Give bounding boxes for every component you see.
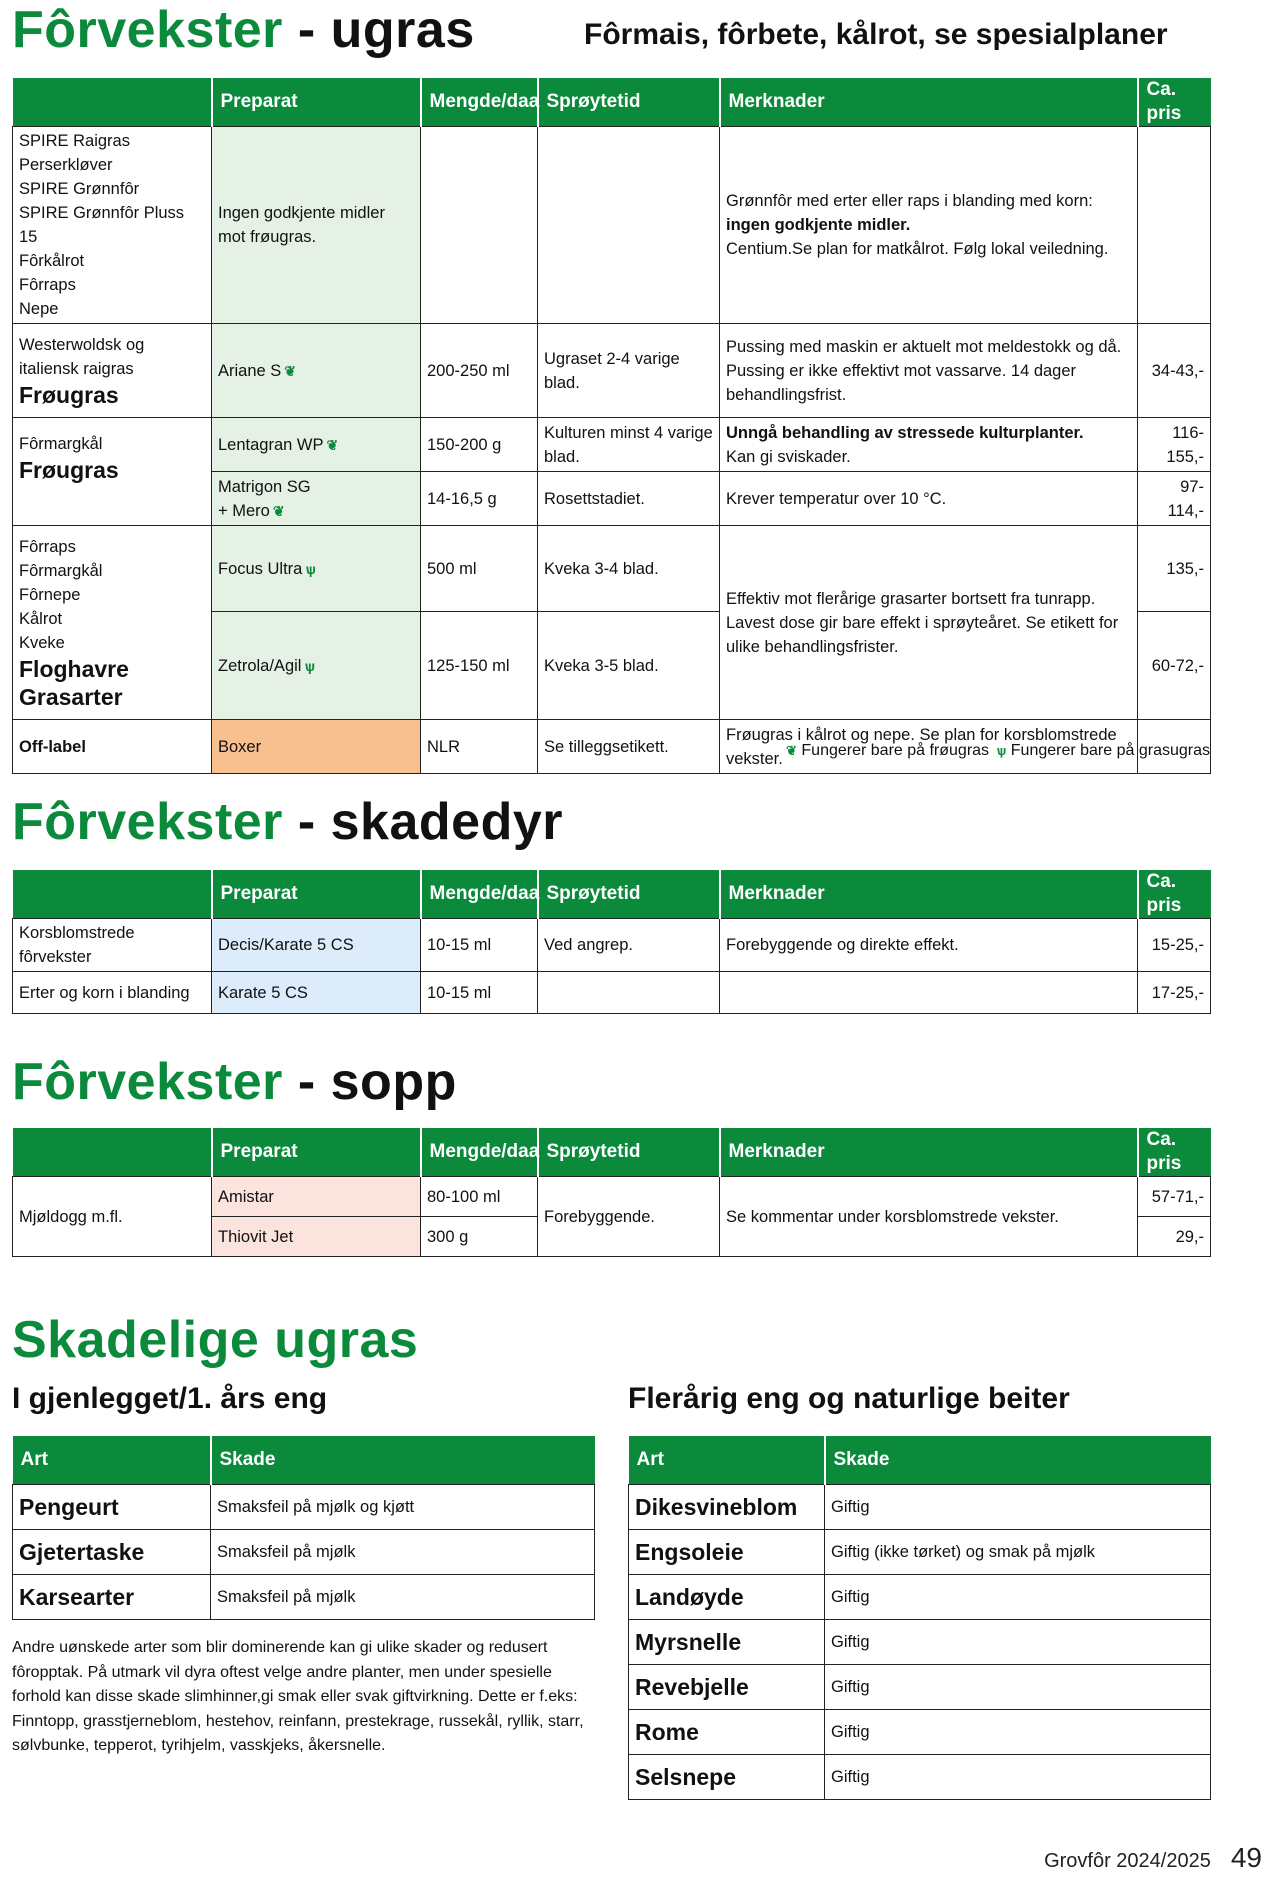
table-row: [629, 1530, 1211, 1575]
art-cell: Karsearter: [13, 1575, 211, 1620]
mengde-cell: 150-200 g: [421, 418, 538, 472]
header-sproytetid: Sprøytetid: [538, 1128, 720, 1177]
table-row: [629, 1665, 1211, 1710]
crop-cell: Fôrmargkål Frøugras: [13, 418, 212, 526]
mengde-cell: 80-100 ml: [421, 1177, 538, 1217]
pris-cell: 34-43,-: [1138, 324, 1211, 418]
header-preparat: Preparat: [212, 870, 421, 919]
pris-cell: 29,-: [1138, 1217, 1211, 1257]
merk-cell: Se kommentar under korsblomstrede vekster.: [720, 1177, 1138, 1257]
tid-cell: Se tilleggsetikett.: [538, 720, 720, 774]
tid-cell: Kveka 3-5 blad.: [538, 612, 720, 720]
header-mengde: Mengde/daa: [421, 78, 538, 127]
crop-cell: Fôrraps Fôrmargkål Fôrnepe Kålrot Kveke Floghavre Grasarter: [13, 526, 212, 720]
table-row: [629, 1755, 1211, 1800]
mengde-cell: 500 ml: [421, 526, 538, 612]
skade-cell: Giftig: [825, 1755, 1211, 1800]
header-mengde: Mengde/daa: [421, 1128, 538, 1177]
section-title-sopp: Fôrvekster - sopp: [12, 1053, 457, 1111]
art-cell: Myrsnelle: [629, 1620, 825, 1665]
art-cell: Revebjelle: [629, 1665, 825, 1710]
froeugras-icon: ❦: [326, 436, 339, 453]
preparat-cell: Ingen godkjente midler mot frøugras.: [212, 127, 421, 324]
art-cell: Gjetertaske: [13, 1530, 211, 1575]
pris-cell: 60-72,-: [1138, 612, 1211, 720]
table-row: [13, 324, 1211, 418]
header-skade: Skade: [825, 1436, 1211, 1485]
page-footer: [1044, 1842, 1262, 1874]
table-row: [13, 919, 1211, 972]
preparat-cell: Amistar: [212, 1177, 421, 1217]
mengde-cell: 200-250 ml: [421, 324, 538, 418]
header-preparat: Preparat: [212, 78, 421, 127]
skade-cell: Giftig: [825, 1485, 1211, 1530]
merk-cell: Pussing med maskin er aktuelt mot meldestokk og då. Pussing er ikke effektivt mot vassarve. 14 dager behandlingsfrist.: [720, 324, 1138, 418]
art-cell: Engsoleie: [629, 1530, 825, 1575]
table-row: [629, 1710, 1211, 1755]
ugras-subtitle: Fôrmais, fôrbete, kålrot, se spesialplaner: [584, 18, 1168, 51]
note-text: Andre uønskede arter som blir dominerende kan gi ulike skader og redusert fôropptak. På utmark vil dyra oftest velge andre planter, men under spesielle forhold kan disse skade slimhinner,gi smak eller svak giftvirkning. Dette er f.eks: Finntopp, grasstjerneblom, hestehov, reinfann, prestekrage, russekål, ryllik, starr, sølvbunke, tepperot, tyrihjelm, vasskjeks, åkersnelle.: [12, 1639, 584, 1754]
preparat-cell: Karate 5 CS: [212, 972, 421, 1014]
header-crop: [13, 1128, 212, 1177]
mengde-cell: [421, 127, 538, 324]
table-row: [13, 1530, 595, 1575]
left-subtitle: I gjenlegget/1. års eng: [12, 1382, 328, 1415]
grasugras-icon: ѱ: [304, 657, 316, 674]
mengde-cell: 14-16,5 g: [421, 472, 538, 526]
header-merknader: Merknader: [720, 870, 1138, 919]
table-row: [13, 127, 1211, 324]
table-header: [13, 78, 1211, 127]
froeugras-icon: ❦: [786, 743, 797, 758]
pris-cell: 57-71,-: [1138, 1177, 1211, 1217]
header-preparat: Preparat: [212, 1128, 421, 1177]
mengde-cell: 10-15 ml: [421, 972, 538, 1014]
skade-cell: Giftig: [825, 1665, 1211, 1710]
pris-cell: 97-114,-: [1138, 472, 1211, 526]
pris-cell: 135,-: [1138, 526, 1211, 612]
mengde-cell: NLR: [421, 720, 538, 774]
art-cell: Pengeurt: [13, 1485, 211, 1530]
froeugras-icon: ❦: [284, 362, 297, 379]
table-header: [629, 1436, 1211, 1485]
footer-text: Grovfôr 2024/2025: [1044, 1850, 1211, 1872]
mengde-cell: 125-150 ml: [421, 612, 538, 720]
tid-cell: Ugraset 2-4 varige blad.: [538, 324, 720, 418]
table-header: [13, 870, 1211, 919]
table-row: [13, 1177, 1211, 1217]
skade-cell: Giftig: [825, 1575, 1211, 1620]
crop-cell: Mjøldogg m.fl.: [13, 1177, 212, 1257]
tid-cell: Ved angrep.: [538, 919, 720, 972]
skade-cell: Giftig (ikke tørket) og smak på mjølk: [825, 1530, 1211, 1575]
table-row: [629, 1485, 1211, 1530]
header-pris: Ca. pris: [1138, 870, 1211, 919]
table-row: [13, 418, 1211, 472]
right-subtitle: Flerårig eng og naturlige beiter: [628, 1382, 1070, 1415]
table-row: [13, 526, 1211, 612]
merk-cell: Forebyggende og direkte effekt.: [720, 919, 1138, 972]
grasugras-icon: ѱ: [996, 743, 1007, 758]
froeugras-icon: ❦: [272, 502, 285, 519]
section-title-skadedyr: Fôrvekster - skadedyr: [12, 793, 564, 851]
tid-cell: [538, 972, 720, 1014]
header-sproytetid: Sprøytetid: [538, 870, 720, 919]
header-pris: Ca. pris: [1138, 78, 1211, 127]
header-mengde: Mengde/daa: [421, 870, 538, 919]
tid-cell: Kulturen minst 4 varige blad.: [538, 418, 720, 472]
preparat-cell: Matrigon SG + Mero ❦: [212, 472, 421, 526]
skadedyr-table: [12, 870, 1211, 1014]
crop-cell: Korsblomstrede fôrvekster: [13, 919, 212, 972]
legend-grasugras: Fungerer bare på grasugras: [1010, 742, 1210, 759]
pris-cell: 15-25,-: [1138, 919, 1211, 972]
header-art: Art: [629, 1436, 825, 1485]
merk-cell: [720, 972, 1138, 1014]
header-sproytetid: Sprøytetid: [538, 78, 720, 127]
skade-cell: Smaksfeil på mjølk: [211, 1575, 595, 1620]
crop-cell: Erter og korn i blanding: [13, 972, 212, 1014]
preparat-cell: Lentagran WP ❦: [212, 418, 421, 472]
preparat-cell: Ariane S ❦: [212, 324, 421, 418]
table-header: [13, 1436, 595, 1485]
skade-cell: Smaksfeil på mjølk: [211, 1530, 595, 1575]
table-header: [13, 1128, 1211, 1177]
merk-cell: Krever temperatur over 10 °C.: [720, 472, 1138, 526]
pris-cell: 17-25,-: [1138, 972, 1211, 1014]
legend: [783, 742, 1210, 760]
mengde-cell: 10-15 ml: [421, 919, 538, 972]
art-cell: Rome: [629, 1710, 825, 1755]
merk-cell: Unngå behandling av stressede kulturplanter. Kan gi sviskader.: [720, 418, 1138, 472]
merk-cell: Effektiv mot flerårige grasarter bortsett fra tunrapp. Lavest dose gir bare effekt i sprøyteåret. Se etikett for ulike behandlingsfrister.: [720, 526, 1138, 720]
preparat-cell: Zetrola/Agil ѱ: [212, 612, 421, 720]
table-row: [629, 1575, 1211, 1620]
merk-cell: Grønnfôr med erter eller raps i blanding med korn: ingen godkjente midler. Centium.Se plan for matkålrot. Følg lokal veiledning.: [720, 127, 1138, 324]
preparat-cell: Focus Ultra ѱ: [212, 526, 421, 612]
legend-froeugras: Fungerer bare på frøugras: [801, 742, 990, 759]
art-cell: Landøyde: [629, 1575, 825, 1620]
preparat-cell: Decis/Karate 5 CS: [212, 919, 421, 972]
skade-cell: Smaksfeil på mjølk og kjøtt: [211, 1485, 595, 1530]
grasugras-icon: ѱ: [305, 560, 316, 577]
header-skade: Skade: [211, 1436, 595, 1485]
crop-cell: Off-label: [13, 720, 212, 774]
tid-cell: Forebyggende.: [538, 1177, 720, 1257]
mengde-cell: 300 g: [421, 1217, 538, 1257]
skade-cell: Giftig: [825, 1620, 1211, 1665]
header-merknader: Merknader: [720, 78, 1138, 127]
table-row: [13, 1575, 595, 1620]
sopp-table: [12, 1128, 1211, 1257]
crop-cell: SPIRE Raigras Perserkløver SPIRE Grønnfôr SPIRE Grønnfôr Pluss 15 Fôrkålrot Fôrraps Nepe: [13, 127, 212, 324]
table-row: [13, 972, 1211, 1014]
crop-cell: Westerwoldsk og italiensk raigras Frøugras: [13, 324, 212, 418]
merk-cell: Frøugras i kålrot og nepe. Se plan for korsblomstrede vekster.: [720, 720, 1138, 774]
pris-cell: 116- 155,-: [1138, 418, 1211, 472]
tid-cell: Kveka 3-4 blad.: [538, 526, 720, 612]
weeds-left-table: [12, 1436, 595, 1620]
pris-cell: [1138, 127, 1211, 324]
table-row: [629, 1620, 1211, 1665]
section-title-skadelige: Skadelige ugras: [12, 1311, 419, 1369]
tid-cell: Rosettstadiet.: [538, 472, 720, 526]
ugras-table: [12, 78, 1211, 774]
header-pris: Ca. pris: [1138, 1128, 1211, 1177]
art-cell: Selsnepe: [629, 1755, 825, 1800]
table-row: [13, 1485, 595, 1530]
section-title-ugras: Fôrvekster - ugras: [12, 1, 475, 59]
preparat-cell: Boxer: [212, 720, 421, 774]
tid-cell: [538, 127, 720, 324]
header-crop: [13, 870, 212, 919]
header-crop: [13, 78, 212, 127]
preparat-cell: Thiovit Jet: [212, 1217, 421, 1257]
header-art: Art: [13, 1436, 211, 1485]
header-merknader: Merknader: [720, 1128, 1138, 1177]
weeds-right-table: [628, 1436, 1211, 1800]
page-number: 49: [1230, 1842, 1262, 1873]
skade-cell: Giftig: [825, 1710, 1211, 1755]
art-cell: Dikesvineblom: [629, 1485, 825, 1530]
